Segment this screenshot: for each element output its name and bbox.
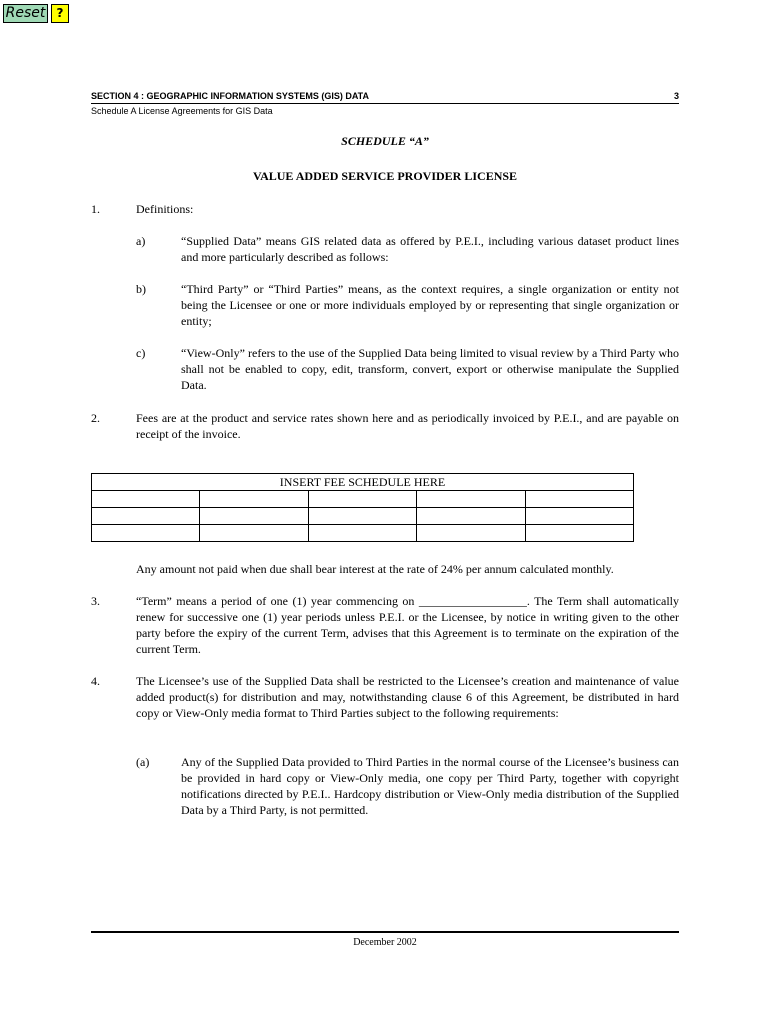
clause-4a-letter: (a)	[136, 755, 150, 769]
table-cell	[308, 491, 416, 508]
clause-1c-letter: c)	[136, 346, 146, 360]
clause-1-number: 1.	[91, 202, 100, 216]
interest-note: Any amount not paid when due shall bear interest at the rate of 24% per annum calculated monthly.	[136, 562, 614, 576]
fee-table-header: INSERT FEE SCHEDULE HERE	[92, 474, 634, 491]
table-row	[92, 508, 634, 525]
table-cell	[92, 491, 200, 508]
footer-divider	[91, 931, 679, 933]
clause-4-number: 4.	[91, 674, 100, 688]
table-cell	[92, 525, 200, 542]
section-title: SECTION 4 : GEOGRAPHIC INFORMATION SYSTEMS (GIS) DATA	[91, 91, 370, 101]
table-cell	[200, 491, 308, 508]
table-cell	[417, 491, 525, 508]
table-cell	[417, 525, 525, 542]
reset-button[interactable]: Reset	[3, 4, 48, 23]
table-row	[92, 491, 634, 508]
table-row	[92, 474, 634, 491]
table-cell	[525, 525, 633, 542]
clause-2-text: Fees are at the product and service rates shown here and as periodically invoiced by P.E.I., and are payable on receipt of the invoice.	[136, 411, 679, 441]
clause-4-text: The Licensee’s use of the Supplied Data shall be restricted to the Licensee’s creation and maintenance of value added product(s) for distribution and may, notwithstanding clause 6 of this Agreement, be distributed in hard copy or View-Only media format to Third Parties subject to the following requirements:	[136, 674, 679, 720]
clause-1a-text: “Supplied Data” means GIS related data as offered by P.E.I., including various dataset product lines and more particularly described as follows:	[181, 234, 679, 264]
clause-1c-text: “View-Only” refers to the use of the Supplied Data being limited to visual review by a Third Party who shall not be enabled to copy, edit, transform, convert, export or otherwise manipulate the Supplied Data.	[181, 346, 679, 392]
table-cell	[200, 525, 308, 542]
schedule-heading: SCHEDULE “A”	[341, 134, 429, 148]
section-subtitle: Schedule A License Agreements for GIS Data	[91, 106, 273, 116]
toolbar	[3, 4, 69, 23]
table-cell	[525, 508, 633, 525]
table-row	[92, 525, 634, 542]
fee-schedule-table	[91, 473, 634, 542]
footer-date: December 2002	[353, 937, 417, 948]
clause-3-text: “Term” means a period of one (1) year commencing on __________________. The Term shall automatically renew for successive one (1) year periods unless P.E.I. or the Licensee, by notice in writing given to the other party before the expiry of the current Term, advises that this Agreement is to terminate on the expiration of the current Term.	[136, 594, 679, 656]
clause-1b-text: “Third Party” or “Third Parties” means, as the context requires, a single organization or entity not being the Licensee or one or more individuals employed by or representing that single organization or entity;	[181, 282, 679, 328]
clause-1b-letter: b)	[136, 282, 146, 296]
clause-3-number: 3.	[91, 594, 100, 608]
clause-1-text: Definitions:	[136, 202, 194, 216]
table-cell	[200, 508, 308, 525]
license-title: VALUE ADDED SERVICE PROVIDER LICENSE	[252, 169, 518, 183]
table-cell	[92, 508, 200, 525]
clause-1a-letter: a)	[136, 234, 146, 248]
table-cell	[525, 491, 633, 508]
clause-2-number: 2.	[91, 411, 100, 425]
table-cell	[308, 525, 416, 542]
table-cell	[417, 508, 525, 525]
page-number: 3	[673, 91, 679, 101]
table-cell	[308, 508, 416, 525]
clause-4a-text: Any of the Supplied Data provided to Third Parties in the normal course of the Licensee’s business can be provided in hard copy or View-Only media, one copy per Third Party, together with copyright notifications directed by P.E.I.. Hardcopy distribution or View-Only media distribution of the Supplied Data by a Third Party, is not permitted.	[181, 755, 679, 817]
header-divider	[91, 103, 679, 104]
help-button[interactable]: ?	[51, 4, 69, 23]
